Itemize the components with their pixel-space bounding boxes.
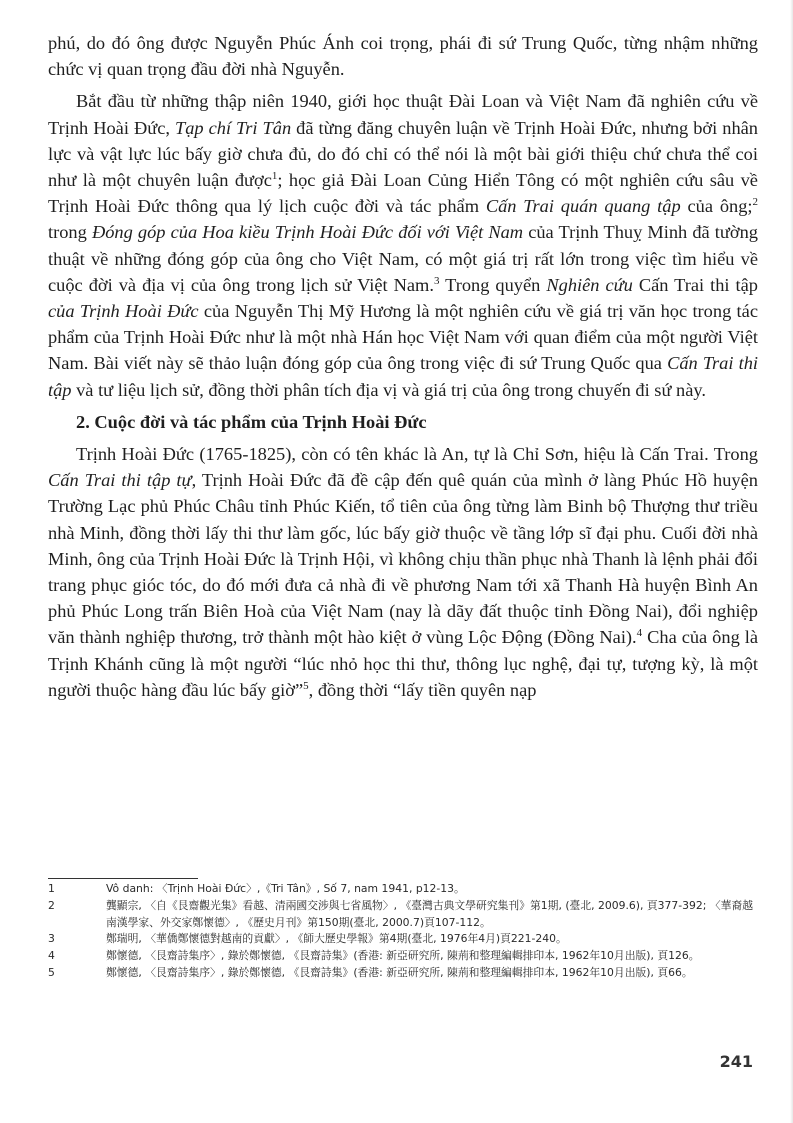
text-run: của ông; bbox=[680, 196, 753, 217]
text-run: của Trịnh Thuỵ Minh đã tường thuật về những đóng góp của ông cho Việt Nam, có một giá trị rất lớn trong việc tìm hiểu về cuộc đời và địa vị của ông trong lịch sử Việt Nam. bbox=[48, 222, 759, 295]
footnote-divider bbox=[48, 878, 198, 879]
footnote-text: 鄭懷德, 〈艮齋詩集序〉, 錄於鄭懷德, 《艮齋詩集》(香港: 新亞研究所, 陳荊和整理編輯排印本, 1962年10月出版), 頁126。 bbox=[106, 949, 700, 963]
footnotes bbox=[48, 878, 758, 982]
footnote-text: 鄭瑞明, 〈華僑鄭懷德對越南的貢獻〉, 《師大歷史學報》第4期(臺北, 1976年4月)頁221-240。 bbox=[106, 932, 567, 946]
footnote-number: 3 bbox=[48, 932, 55, 946]
text-run: trong bbox=[48, 222, 92, 243]
italic-title: Cấn Trai thi tập bbox=[48, 353, 758, 400]
page-number: 241 bbox=[719, 1052, 753, 1071]
footnote-item bbox=[48, 965, 758, 982]
text-run: và tư liệu lịch sử, đồng thời phân tích địa vị và giá trị của ông trong chuyến đi sứ này. bbox=[71, 379, 706, 400]
text-run: Cấn Trai thi tập bbox=[632, 274, 758, 295]
text-run: đã từng đăng chuyên luận về Trịnh Hoài Đức, nhưng bởi nhân lực và vật lực lúc bấy giờ chưa đủ, do đó chỉ có thể nói là một bài giới thiệu chứ chưa thể coi như là một chuyên luận được bbox=[48, 117, 758, 191]
footnote-ref-3[interactable]: 3 bbox=[433, 274, 440, 287]
page-body bbox=[48, 30, 758, 709]
footnote-ref-4[interactable]: 4 bbox=[636, 627, 643, 640]
footnote-ref-1[interactable]: 1 bbox=[271, 169, 278, 182]
paragraph-continuation: phú, do đó ông được Nguyễn Phúc Ánh coi trọng, phái đi sứ Trung Quốc, từng nhậm những chức vị quan trọng đầu đời nhà Nguyễn. bbox=[48, 33, 758, 80]
footnote-ref-2[interactable]: 2 bbox=[752, 196, 759, 209]
italic-title: Cấn Trai thi tập tự bbox=[48, 470, 192, 491]
footnote-number: 1 bbox=[48, 882, 55, 895]
footnote-number: 5 bbox=[48, 965, 55, 979]
italic-title: của Trịnh Hoài Đức bbox=[48, 301, 199, 322]
footnote-number: 4 bbox=[48, 949, 55, 963]
text-run: , đồng thời “lấy tiền quyên nạp bbox=[308, 679, 537, 700]
paragraph-biography bbox=[48, 441, 758, 703]
footnote-item bbox=[48, 898, 758, 932]
text-run: Cha của ông là Trịnh Khánh cũng là một người “lúc nhỏ học thi thư, thông lục nghệ, đại tự, tượng kỳ, là một người thuộc hàng đầu lúc bấy giờ” bbox=[48, 627, 758, 700]
section-heading: 2. Cuộc đời và tác phẩm của Trịnh Hoài Đức bbox=[76, 411, 427, 432]
italic-title: Cấn Trai quán quang tập bbox=[485, 196, 681, 217]
text-run: Trong quyển bbox=[439, 274, 547, 295]
footnote-number: 2 bbox=[48, 898, 55, 912]
text-run: Bắt đầu từ những thập niên 1940, giới học thuật Đài Loan và Việt Nam đã nghiên cứu về Trịnh Hoài Đức, bbox=[48, 91, 758, 138]
text-run: Trịnh Hoài Đức (1765-1825), còn có tên khác là An, tự là Chỉ Sơn, hiệu là Cấn Trai. Trong bbox=[76, 444, 758, 465]
italic-title: Đóng góp của Hoa kiều Trịnh Hoài Đức đối với Việt Nam bbox=[91, 222, 524, 243]
italic-title: Nghiên cứu bbox=[546, 274, 633, 295]
footnote-item bbox=[48, 931, 758, 948]
italic-title: Tạp chí Tri Tân bbox=[174, 117, 292, 138]
footnote-ref-5[interactable]: 5 bbox=[303, 679, 309, 692]
footnote-text: Vô danh: 〈Trịnh Hoài Đức〉,《Tri Tân》, Số 7, nam 1941, p12-13。 bbox=[106, 882, 465, 895]
footnote-item bbox=[48, 948, 758, 965]
text-run: , Trịnh Hoài Đức đã đề cập đến quê quán của mình ở làng Phúc Hồ huyện Trường Lạc phủ Phúc Châu tỉnh Phúc Kiến, tổ tiên của ông từng làm Binh bộ Thượng thư triều nhà Minh, đồng thời lấy thi thư làm gốc, lúc bấy giờ thuộc về tầng lớp sĩ đại phu. Cuối đời nhà Minh, ông của Trịnh Hoài Đức là Trịnh Hội, vì không chịu thần phục nhà Thanh là lệnh phải đổi trang phục gióc tóc, do đó mới đưa cả nhà đi về phương Nam tới xã Thanh Hà huyện Bình An phủ Phúc Long trấn Biên Hoà của Việt Nam (nay là dãy đất thuộc tỉnh Đồng Nai), đổi nghiệp văn thành nghiệp thương, trở thành một hào kiệt ở vùng Lộc Động (Đồng Nai). bbox=[48, 470, 758, 648]
footnote-text: 龔顯宗, 〈自《艮齋觀光集》看越、清兩國交涉與七省風物〉, 《臺灣古典文學研究集刊》第1期, (臺北, 2009.6), 頁377-392; 〈華裔越南漢學家、外交家鄭懷德〉, 《歷史月刊》第150期(臺北, 2000.7)頁107-112。 bbox=[106, 898, 754, 929]
text-run: của Nguyễn Thị Mỹ Hương là một nghiên cứu về giá trị văn học trong tác phẩm của Trịnh Hoài Đức như là một nhà Hán học Việt Nam với quan điểm của một người Việt Nam. Bài viết này sẽ thảo luận đóng góp của ông trong việc đi sứ Trung Quốc qua bbox=[48, 301, 758, 374]
footnote-text: 鄭懷德, 〈艮齋詩集序〉, 錄於鄭懷德, 《艮齋詩集》(香港: 新亞研究所, 陳荊和整理編輯排印本, 1962年10月出版), 頁66。 bbox=[106, 965, 693, 979]
text-run: ; học giả Đài Loan Củng Hiển Tông có một nghiên cứu sâu về Trịnh Hoài Đức thông qua lý lịch cuộc đời và tác phẩm bbox=[48, 170, 758, 217]
footnote-item bbox=[48, 881, 758, 898]
paragraph-literature-review bbox=[48, 88, 758, 402]
